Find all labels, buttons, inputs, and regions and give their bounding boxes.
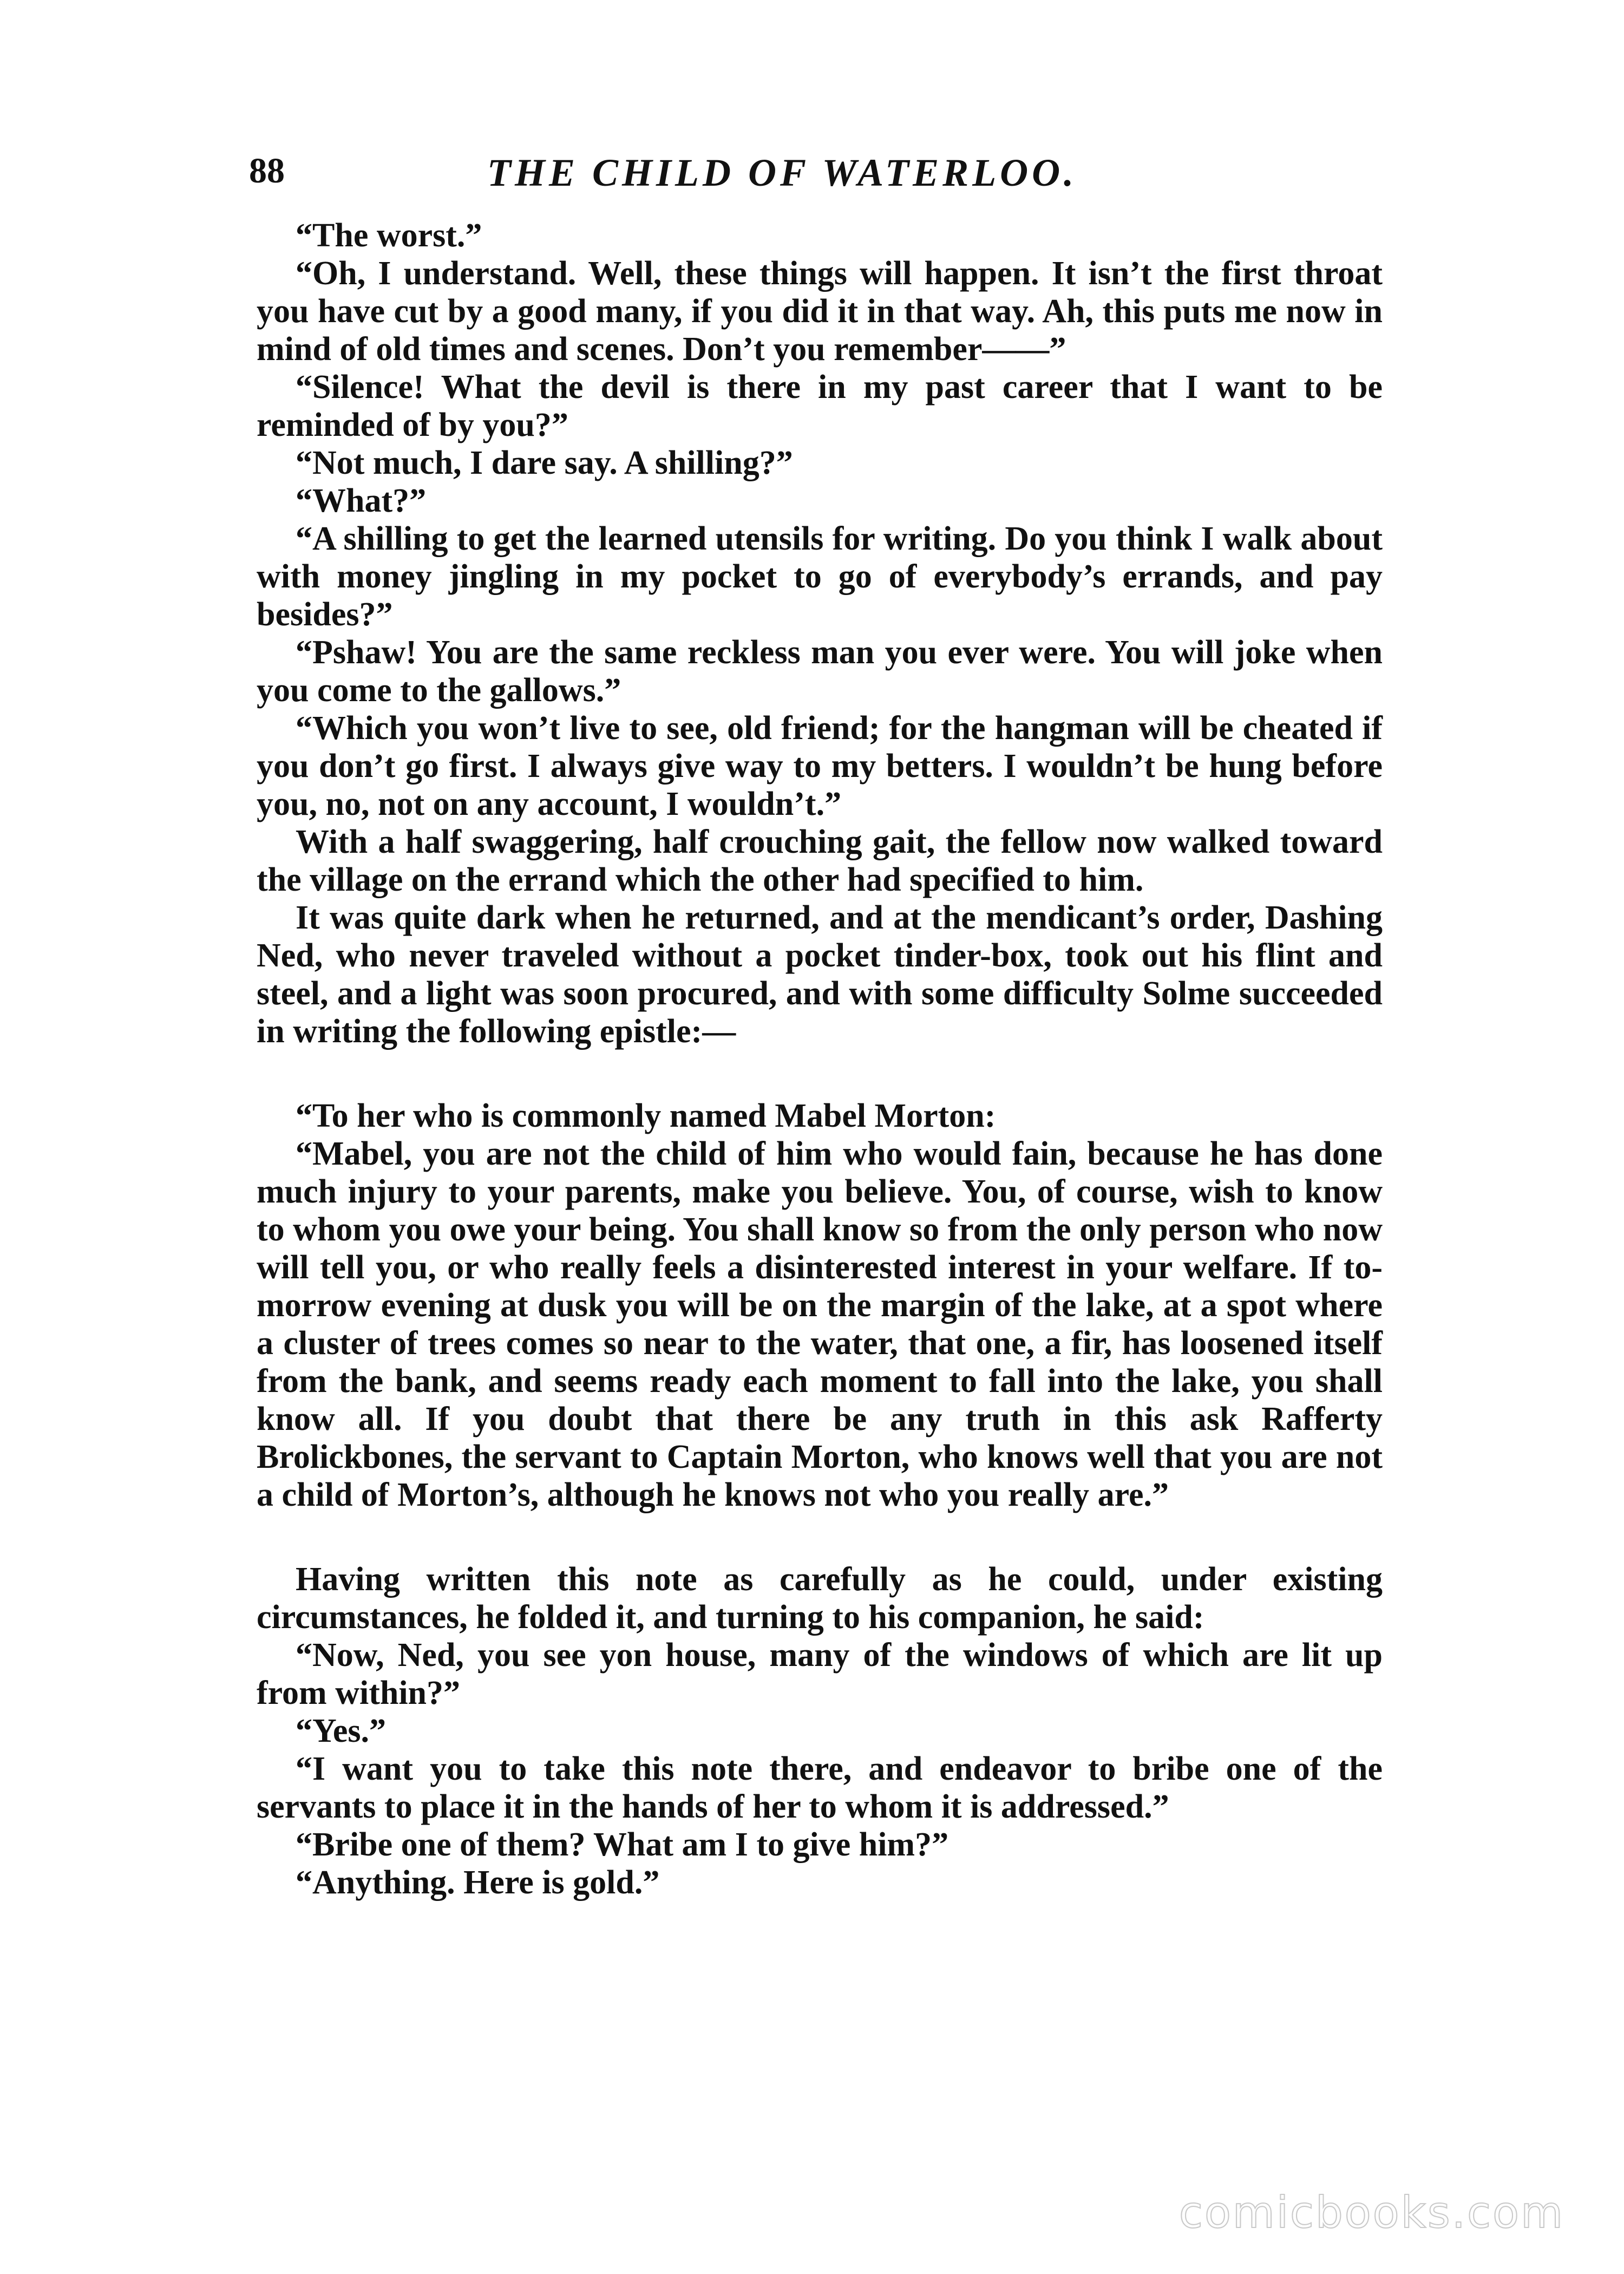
paragraph: “Now, Ned, you see yon house, many of the windows of which are lit up from within?” [257,1637,1383,1711]
page-number: 88 [249,151,285,191]
paragraph: It was quite dark when he returned, and at the mendicant’s order, Dashing Ned, who never traveled without a pocket tinder-box, took out his flint and steel, and a light was soon procured, and with some difficulty Solme succeeded in writing the following epistle:— [257,899,1383,1050]
paragraph: Having written this note as carefully as he could, under existing circumstances, he folded it, and turning to his companion, he said: [257,1561,1383,1636]
paragraph: With a half swaggering, half crouching gait, the fellow now walked toward the village on the errand which the other had specified to him. [257,824,1383,898]
body-text [257,217,1383,1901]
paragraph: “Anything. Here is gold.” [296,1864,660,1901]
paragraph: “Bribe one of them? What am I to give him?” [296,1826,949,1863]
running-title: THE CHILD OF WATERLOO. [487,151,1078,194]
watermark: comicbooks.com [1178,2187,1564,2238]
letter-salutation: “To her who is commonly named Mabel Morton: [296,1097,996,1134]
paragraph: “The worst.” [296,217,482,254]
paragraph: “Not much, I dare say. A shilling?” [296,445,793,481]
paragraph: “Pshaw! You are the same reckless man you ever were. You will joke when you come to the gallows.” [257,634,1383,709]
page-header [249,151,1386,205]
paragraph: “A shilling to get the learned utensils for writing. Do you think I walk about with money jingling in my pocket to go of everybody’s errands, and pay besides?” [257,520,1383,633]
paragraph: “What?” [296,482,427,519]
paragraph: “Silence! What the devil is there in my past career that I want to be reminded of by you?” [257,369,1383,443]
paragraph: “Which you won’t live to see, old friend; for the hangman will be cheated if you don’t go first. I always give way to my betters. I wouldn’t be hung before you, no, not on any account, I wouldn’t.” [257,710,1383,822]
paragraph: “I want you to take this note there, and endeavor to bribe one of the servants to place it in the hands of her to whom it is addressed.” [257,1750,1383,1825]
paragraph: “Yes.” [296,1713,387,1749]
letter-body: “Mabel, you are not the child of him who would fain, because he has done much injury to your parents, make you believe. You, of course, wish to know to whom you owe your being. You shall know so from the only person who now will tell you, or who really feels a disinterested interest in your welfare. If to-morrow evening at dusk you will be on the margin of the lake, at a spot where a cluster of trees comes so near to the water, that one, a fir, has loosened itself from the bank, and seems ready each moment to fall into the lake, you shall know all. If you doubt that there be any truth in this ask Rafferty Brolickbones, the servant to Captain Morton, who knows well that you are not a child of Morton’s, although he knows not who you really are.” [257,1135,1383,1513]
paragraph: “Oh, I understand. Well, these things will happen. It isn’t the first throat you have cut by a good many, if you did it in that way. Ah, this puts me now in mind of old times and scenes. Don’t you remember——” [257,255,1383,368]
